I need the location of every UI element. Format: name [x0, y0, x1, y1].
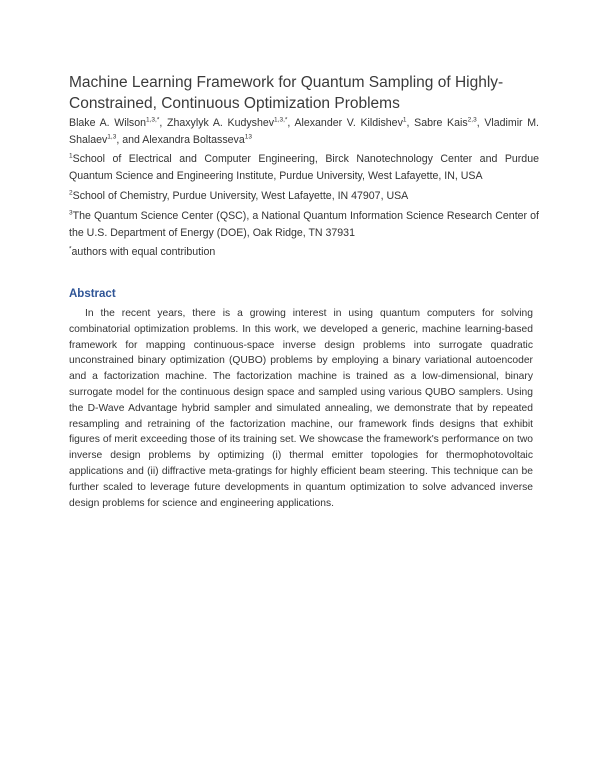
affiliation-2	[69, 188, 539, 205]
author-affiliation-mark: 1,3,*	[274, 116, 288, 124]
affiliation-mark: 3	[69, 209, 73, 217]
author-name: Alexander V. Kildishev	[294, 117, 403, 129]
author-affiliation-mark: 1	[402, 116, 407, 124]
affiliation-text: The Quantum Science Center (QSC), a National Quantum Information Science Research Center of the U.S. Department of Energy (DOE), Oak Ridge, TN 37931	[69, 210, 539, 239]
author-name: Vladimir M. Shalaev	[69, 117, 539, 146]
equal-contribution-note	[69, 244, 539, 261]
author-separator: ,	[406, 117, 415, 129]
affiliation-mark: *	[69, 245, 72, 253]
author-affiliation-mark: 13	[244, 133, 252, 141]
abstract-body: In the recent years, there is a growing interest in using quantum computers for solving combinatorial optimization problems. In this work, we developed a generic, machine learning-based framework for mapping continuous-space inverse design problems into surrogate quadratic unconstrained binary optimization (QUBO) problems by employing a binary variational autoencoder and a factorization machine. The factorization machine is trained as a low-dimensional, binary surrogate model for the continuous design space and sampled using various QUBO samplers. Using the D-Wave Advantage hybrid sampler and simulated annealing, we demonstrate that by repeated resampling and retraining of the factorization machine, our framework finds designs that exhibit figures of merit exceeding those of its training set. We showcase the framework's performance on two inverse design problems by optimizing (i) thermal emitter topologies for thermophotovoltaic applications and (ii) diffractive meta-gratings for highly efficient beam steering. This technique can be further scaled to leverage future developments in quantum optimization to solve advanced inverse design problems for science and engineering applications.	[69, 308, 533, 509]
author-name: Sabre Kais	[414, 117, 468, 129]
abstract-heading: Abstract	[69, 288, 116, 300]
author-separator: , and	[116, 134, 143, 146]
author-name: Zhaxylyk A. Kudyshev	[167, 117, 275, 129]
author-list	[69, 115, 539, 149]
author-separator: ,	[287, 117, 295, 129]
author-affiliation-mark: 1,3	[107, 133, 117, 141]
affiliation-mark: 2	[69, 189, 73, 197]
affiliation-text: School of Electrical and Computer Engineering, Birck Nanotechnology Center and Purdue Quantum Science and Engineering Institute, Purdue University, West Lafayette, IN, USA	[69, 153, 539, 182]
affiliation-1	[69, 151, 539, 185]
author-affiliation-mark: 2,3	[467, 116, 477, 124]
affiliation-3	[69, 208, 539, 242]
author-separator: ,	[159, 117, 167, 129]
affiliation-mark: 1	[69, 152, 73, 160]
affiliation-text: authors with equal contribution	[71, 246, 216, 258]
author-affiliation-mark: 1,3,*	[146, 116, 160, 124]
author-name: Alexandra Boltasseva	[142, 134, 245, 146]
paper-title: Machine Learning Framework for Quantum Sampling of Highly-Constrained, Continuous Optimization Problems	[69, 74, 504, 112]
author-separator: ,	[476, 117, 485, 129]
author-name: Blake A. Wilson	[69, 117, 147, 129]
affiliation-text: School of Chemistry, Purdue University, West Lafayette, IN 47907, USA	[72, 190, 409, 202]
